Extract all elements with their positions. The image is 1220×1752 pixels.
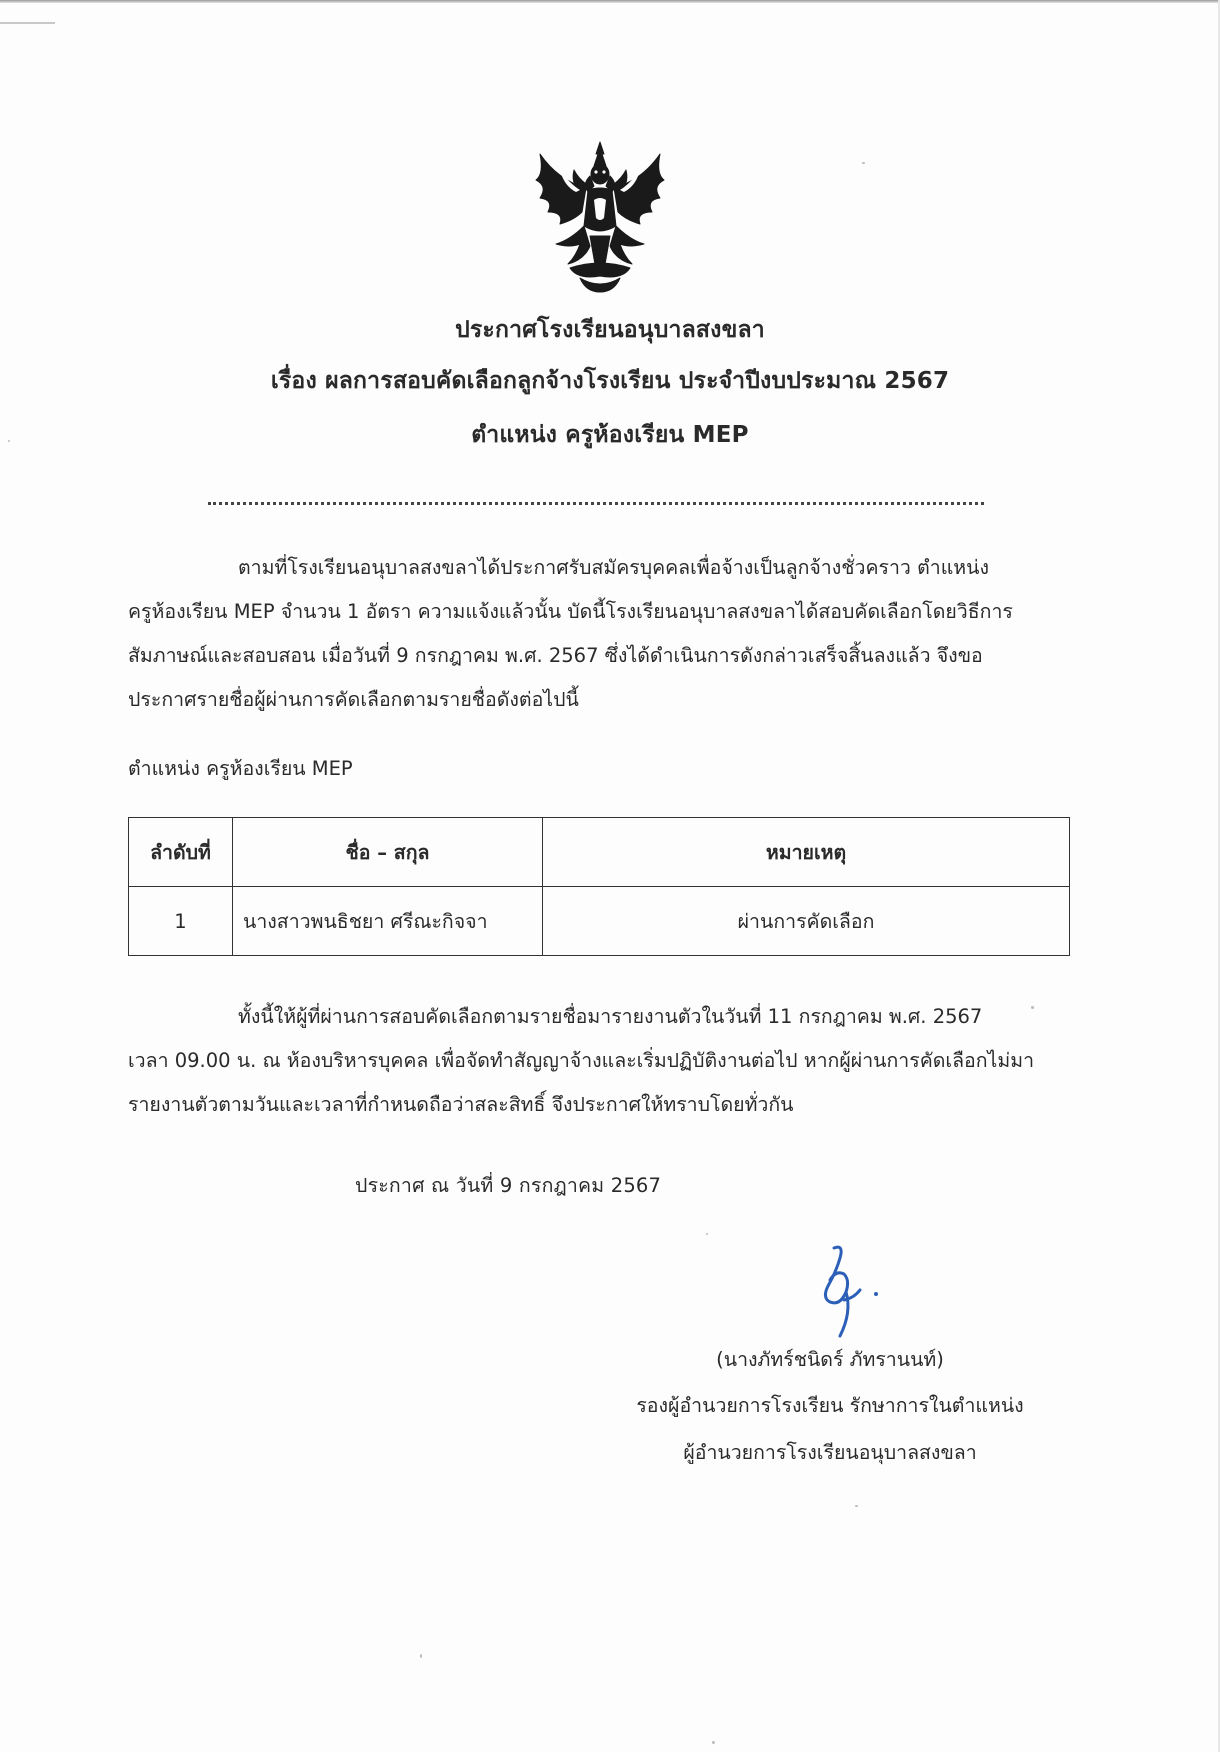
signer-name: (นางภัทร์ชนิดร์ ภัทรานนท์) (716, 1348, 944, 1371)
scan-speck (8, 440, 10, 442)
row-remark: ผ่านการคัดเลือก (543, 887, 1070, 956)
paragraph-line: รายงานตัวตามวันและเวลาที่กำหนดถือว่าสละสิทธิ์ จึงประกาศให้ทราบโดยทั่วกัน (128, 1093, 794, 1116)
row-number: 1 (129, 887, 233, 956)
scan-speck (862, 162, 865, 164)
paragraph-line: ตามที่โรงเรียนอนุบาลสงขลาได้ประกาศรับสมัครบุคคลเพื่อจ้างเป็นลูกจ้างชั่วคราว ตำแหน่ง (238, 556, 989, 579)
instruction-paragraph (128, 995, 1068, 1127)
row-name: นางสาวพนธิชยา ศรีณะกิจจา (233, 887, 543, 956)
paragraph-line: ประกาศรายชื่อผู้ผ่านการคัดเลือกตามรายชื่อดังต่อไปนี้ (128, 688, 579, 711)
scan-edge-mark (0, 22, 55, 24)
scan-edge-top (0, 0, 1220, 3)
position-label: ตำแหน่ง ครูห้องเรียน MEP (128, 757, 353, 780)
scan-speck (420, 1654, 422, 1658)
column-header-number: ลำดับที่ (129, 818, 233, 887)
paragraph-line: ทั้งนี้ให้ผู้ที่ผ่านการสอบคัดเลือกตามรายชื่อมารายงานตัวในวันที่ 11 กรกฎาคม พ.ศ. 2567 (238, 1005, 983, 1028)
announcement-subject: เรื่อง ผลการสอบคัดเลือกลูกจ้างโรงเรียน ประจำปีงบประมาณ 2567 (270, 368, 950, 394)
announcement-position: ตำแหน่ง ครูห้องเรียน MEP (471, 422, 749, 448)
table-row (129, 887, 1070, 956)
handwritten-signature-icon (800, 1240, 900, 1350)
table-header-row (129, 818, 1070, 887)
column-header-name: ชื่อ – สกุล (233, 818, 543, 887)
garuda-emblem-icon (530, 140, 670, 295)
column-header-remark: หมายเหตุ (543, 818, 1070, 887)
scan-speck (706, 1233, 708, 1235)
scan-speck (712, 1741, 715, 1744)
announcement-date: ประกาศ ณ วันที่ 9 กรกฎาคม 2567 (355, 1174, 662, 1197)
intro-paragraph (128, 546, 1068, 722)
paragraph-line: เวลา 09.00 น. ณ ห้องบริหารบุคคล เพื่อจัดทำสัญญาจ้างและเริ่มปฏิบัติงานต่อไป หากผู้ผ่านการคัดเลือกไม่มา (128, 1049, 1035, 1072)
announcement-title: ประกาศโรงเรียนอนุบาลสงขลา (455, 317, 765, 343)
dotted-separator (208, 502, 984, 505)
signer-role: ผู้อำนวยการโรงเรียนอนุบาลสงขลา (683, 1441, 977, 1464)
paragraph-line: ครูห้องเรียน MEP จำนวน 1 อัตรา ความแจ้งแล้วนั้น บัดนี้โรงเรียนอนุบาลสงขลาได้สอบคัดเลือกโดยวิธีการ (128, 600, 1013, 623)
signer-role: รองผู้อำนวยการโรงเรียน รักษาการในตำแหน่ง (636, 1394, 1024, 1417)
scan-speck (1031, 1006, 1034, 1009)
results-table (128, 817, 1070, 956)
scan-speck (855, 1505, 858, 1507)
paragraph-line: สัมภาษณ์และสอบสอน เมื่อวันที่ 9 กรกฎาคม พ.ศ. 2567 ซึ่งได้ดำเนินการดังกล่าวเสร็จสิ้นลงแล้ว จึงขอ (128, 644, 983, 667)
